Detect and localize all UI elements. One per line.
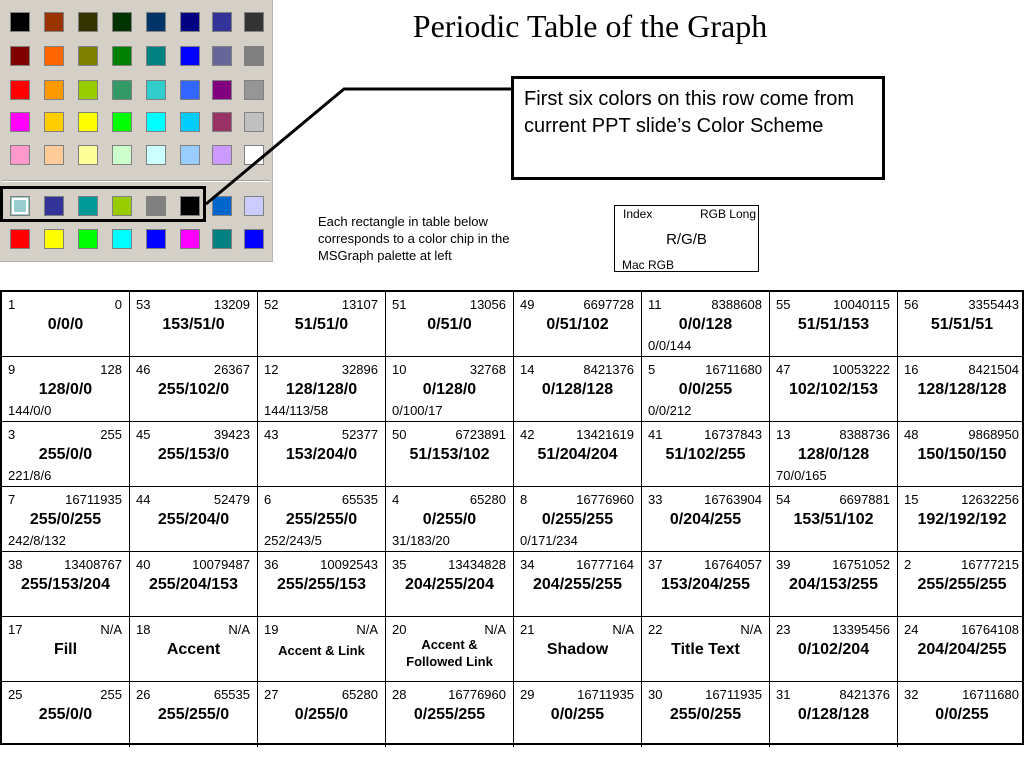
cell-rgb: 255/204/153 bbox=[149, 576, 238, 593]
color-chip[interactable] bbox=[112, 145, 132, 165]
cell-index: 52 bbox=[264, 297, 279, 312]
cell-rgb: 255/204/0 bbox=[157, 511, 230, 528]
cell-rgb-long: 8388608 bbox=[711, 297, 762, 312]
cell-rgb-long: 13209 bbox=[213, 297, 250, 312]
cell-rgb: 153/51/102 bbox=[793, 511, 874, 528]
cell-rgb: 51/51/153 bbox=[797, 316, 870, 333]
cell-mac-rgb: 0/0/212 bbox=[648, 403, 692, 418]
table-note: Each rectangle in table below corresponds to a color chip in the MSGraph palette at left bbox=[318, 214, 510, 263]
color-cell bbox=[2, 552, 130, 617]
cell-rgb-long: 52377 bbox=[341, 427, 378, 442]
cell-rgb: 0/0/255 bbox=[550, 706, 605, 723]
cell-rgb-long: 13408767 bbox=[64, 557, 122, 572]
cell-rgb: 255/255/0 bbox=[285, 511, 358, 528]
color-chip[interactable] bbox=[212, 12, 232, 32]
cell-index: 50 bbox=[392, 427, 407, 442]
cell-rgb: 0/204/255 bbox=[669, 511, 742, 528]
cell-rgb-long: 16711935 bbox=[705, 687, 762, 702]
cell-index: 36 bbox=[264, 557, 279, 572]
color-table bbox=[0, 290, 1024, 745]
cell-index: 22 bbox=[648, 622, 663, 637]
cell-rgb-long: 39423 bbox=[213, 427, 250, 442]
cell-index: 15 bbox=[904, 492, 919, 507]
cell-index: 54 bbox=[776, 492, 791, 507]
color-chip[interactable] bbox=[146, 229, 166, 249]
color-cell bbox=[386, 682, 514, 747]
cell-rgb-long: 10040115 bbox=[833, 297, 890, 312]
cell-rgb: 0/128/0 bbox=[422, 381, 477, 398]
cell-index: 45 bbox=[136, 427, 151, 442]
color-cell bbox=[386, 487, 514, 552]
cell-rgb: 153/204/255 bbox=[661, 576, 750, 593]
color-chip[interactable] bbox=[112, 12, 132, 32]
color-chip[interactable] bbox=[146, 145, 166, 165]
legend-rgb-label: R/G/B bbox=[666, 231, 707, 248]
cell-index: 2 bbox=[904, 557, 912, 572]
color-chip[interactable] bbox=[44, 229, 64, 249]
color-chip[interactable] bbox=[212, 145, 232, 165]
cell-rgb-long: 16764108 bbox=[961, 622, 1019, 637]
color-chip[interactable] bbox=[180, 46, 200, 66]
cell-index: 42 bbox=[520, 427, 535, 442]
cell-index: 40 bbox=[136, 557, 151, 572]
cell-rgb: 255/0/255 bbox=[29, 511, 102, 528]
color-cell bbox=[130, 357, 258, 422]
cell-rgb: 204/153/255 bbox=[789, 576, 878, 593]
color-cell bbox=[898, 487, 1024, 552]
cell-rgb: Accent & Followed Link bbox=[406, 637, 493, 669]
cell-index: 19 bbox=[264, 622, 279, 637]
cell-rgb: 192/192/192 bbox=[917, 511, 1007, 528]
cell-rgb: Accent & Link bbox=[278, 643, 365, 658]
cell-rgb: 51/204/204 bbox=[537, 446, 618, 463]
cell-rgb: 255/0/255 bbox=[669, 706, 742, 723]
cell-rgb-long: 255 bbox=[100, 687, 122, 702]
cell-rgb-long: 6697728 bbox=[583, 297, 634, 312]
cell-rgb-long: N/A bbox=[484, 622, 506, 637]
color-cell bbox=[386, 617, 514, 682]
cell-index: 31 bbox=[776, 687, 791, 702]
cell-rgb-long: 65280 bbox=[341, 687, 378, 702]
color-chip[interactable] bbox=[212, 46, 232, 66]
color-chip[interactable] bbox=[112, 112, 132, 132]
color-chip[interactable] bbox=[212, 196, 232, 216]
cell-rgb-long: 8421376 bbox=[839, 687, 890, 702]
cell-index: 46 bbox=[136, 362, 151, 377]
cell-rgb-long: 32768 bbox=[469, 362, 506, 377]
color-cell bbox=[642, 292, 770, 357]
cell-rgb-long: 255 bbox=[100, 427, 122, 442]
cell-rgb: 128/128/128 bbox=[917, 381, 1007, 398]
cell-index: 12 bbox=[264, 362, 279, 377]
cell-rgb: 255/255/255 bbox=[917, 576, 1007, 593]
color-cell bbox=[898, 682, 1024, 747]
cell-index: 20 bbox=[392, 622, 407, 637]
cell-rgb-long: 16751052 bbox=[832, 557, 890, 572]
color-cell bbox=[642, 487, 770, 552]
cell-index: 51 bbox=[392, 297, 407, 312]
cell-index: 18 bbox=[136, 622, 151, 637]
color-chip[interactable] bbox=[244, 12, 264, 32]
cell-rgb: 0/255/0 bbox=[294, 706, 349, 723]
cell-mac-rgb: 144/0/0 bbox=[8, 403, 52, 418]
color-chip[interactable] bbox=[10, 80, 30, 100]
cell-index: 21 bbox=[520, 622, 535, 637]
cell-mac-rgb: 252/243/5 bbox=[264, 533, 322, 548]
cell-rgb-long: 26367 bbox=[213, 362, 250, 377]
color-chip[interactable] bbox=[44, 112, 64, 132]
color-chip[interactable] bbox=[44, 12, 64, 32]
cell-mac-rgb: 0/0/144 bbox=[648, 338, 692, 353]
cell-index: 25 bbox=[8, 687, 23, 702]
scheme-row-highlight bbox=[0, 186, 206, 222]
cell-rgb-long: N/A bbox=[612, 622, 634, 637]
cell-rgb-long: 13421619 bbox=[576, 427, 634, 442]
cell-index: 1 bbox=[8, 297, 16, 312]
palette-separator bbox=[2, 180, 270, 182]
cell-rgb: Fill bbox=[53, 641, 78, 658]
color-chip[interactable] bbox=[112, 229, 132, 249]
cell-mac-rgb: 144/113/58 bbox=[264, 403, 329, 418]
color-chip[interactable] bbox=[44, 80, 64, 100]
cell-rgb: 128/128/0 bbox=[285, 381, 358, 398]
cell-index: 10 bbox=[392, 362, 407, 377]
color-chip[interactable] bbox=[244, 80, 264, 100]
cell-rgb-long: 13395456 bbox=[832, 622, 890, 637]
cell-rgb-long: 16776960 bbox=[448, 687, 506, 702]
cell-rgb-long: 10053222 bbox=[832, 362, 890, 377]
color-cell bbox=[386, 422, 514, 487]
cell-index: 16 bbox=[904, 362, 919, 377]
color-cell bbox=[2, 682, 130, 747]
color-chip[interactable] bbox=[10, 46, 30, 66]
cell-rgb: 0/51/0 bbox=[427, 316, 472, 333]
cell-index: 33 bbox=[648, 492, 663, 507]
cell-rgb: 0/0/0 bbox=[47, 316, 84, 333]
cell-rgb: 0/0/255 bbox=[935, 706, 989, 723]
cell-index: 48 bbox=[904, 427, 919, 442]
callout-box: First six colors on this row come from current PPT slide’s Color Scheme bbox=[511, 76, 885, 180]
cell-index: 23 bbox=[776, 622, 791, 637]
color-chip[interactable] bbox=[180, 12, 200, 32]
color-chip[interactable] bbox=[180, 229, 200, 249]
cell-index: 13 bbox=[776, 427, 791, 442]
cell-rgb-long: 13056 bbox=[469, 297, 506, 312]
cell-rgb-long: 0 bbox=[114, 297, 122, 312]
cell-rgb-long: 32896 bbox=[341, 362, 378, 377]
cell-index: 56 bbox=[904, 297, 919, 312]
color-chip[interactable] bbox=[180, 145, 200, 165]
cell-index: 27 bbox=[264, 687, 279, 702]
cell-index: 3 bbox=[8, 427, 16, 442]
color-chip[interactable] bbox=[112, 46, 132, 66]
legend-rgb-long-label: RGB Long bbox=[699, 207, 756, 221]
cell-index: 17 bbox=[8, 622, 23, 637]
color-chip[interactable] bbox=[212, 112, 232, 132]
color-cell bbox=[898, 617, 1024, 682]
color-chip[interactable] bbox=[10, 112, 30, 132]
cell-rgb: 0/255/0 bbox=[422, 511, 477, 528]
cell-rgb-long: 65280 bbox=[469, 492, 506, 507]
cell-rgb-long: 10092543 bbox=[320, 557, 378, 572]
legend-key bbox=[614, 205, 759, 272]
cell-rgb-long: 16777215 bbox=[961, 557, 1019, 572]
cell-rgb-long: 9868950 bbox=[968, 427, 1019, 442]
color-cell bbox=[2, 422, 130, 487]
cell-rgb-long: 16711935 bbox=[577, 687, 634, 702]
cell-rgb-long: 6697881 bbox=[839, 492, 890, 507]
cell-rgb: 128/0/0 bbox=[38, 381, 93, 398]
cell-index: 4 bbox=[392, 492, 400, 507]
cell-rgb-long: N/A bbox=[356, 622, 378, 637]
cell-rgb: Accent bbox=[166, 641, 221, 658]
color-chip[interactable] bbox=[78, 46, 98, 66]
cell-index: 29 bbox=[520, 687, 535, 702]
cell-mac-rgb: 31/183/20 bbox=[392, 533, 450, 548]
color-chip[interactable] bbox=[212, 80, 232, 100]
cell-rgb-long: 65535 bbox=[341, 492, 378, 507]
cell-rgb-long: 16737843 bbox=[704, 427, 762, 442]
cell-index: 14 bbox=[520, 362, 535, 377]
cell-index: 41 bbox=[648, 427, 663, 442]
color-chip[interactable] bbox=[146, 46, 166, 66]
cell-index: 55 bbox=[776, 297, 791, 312]
cell-rgb-long: 10079487 bbox=[192, 557, 250, 572]
cell-rgb: 0/128/128 bbox=[797, 706, 870, 723]
cell-rgb: 255/0/0 bbox=[38, 706, 93, 723]
color-cell bbox=[386, 552, 514, 617]
color-cell bbox=[770, 422, 898, 487]
color-cell bbox=[770, 357, 898, 422]
cell-rgb: 51/153/102 bbox=[409, 446, 490, 463]
color-cell bbox=[642, 357, 770, 422]
color-chip[interactable] bbox=[244, 229, 264, 249]
cell-rgb: 51/51/0 bbox=[294, 316, 349, 333]
cell-rgb: Title Text bbox=[671, 641, 740, 658]
color-cell bbox=[514, 682, 642, 747]
color-cell bbox=[130, 292, 258, 357]
msgraph-palette bbox=[0, 0, 273, 262]
cell-index: 24 bbox=[904, 622, 919, 637]
cell-rgb: 0/0/128 bbox=[678, 316, 733, 333]
color-cell bbox=[258, 487, 386, 552]
color-cell bbox=[898, 552, 1024, 617]
cell-mac-rgb: 70/0/165 bbox=[776, 468, 827, 483]
cell-rgb: 51/51/51 bbox=[930, 316, 994, 333]
cell-rgb: 0/0/255 bbox=[678, 381, 733, 398]
color-chip[interactable] bbox=[112, 80, 132, 100]
color-cell bbox=[2, 617, 130, 682]
color-cell bbox=[514, 292, 642, 357]
cell-rgb-long: N/A bbox=[740, 622, 762, 637]
cell-rgb-long: 16711935 bbox=[65, 492, 122, 507]
color-cell bbox=[130, 422, 258, 487]
cell-index: 34 bbox=[520, 557, 535, 572]
cell-rgb: 255/255/0 bbox=[157, 706, 230, 723]
cell-rgb-long: 12632256 bbox=[961, 492, 1019, 507]
palette-grid bbox=[0, 0, 273, 262]
cell-rgb-long: 65535 bbox=[213, 687, 250, 702]
color-cell bbox=[770, 552, 898, 617]
color-chip[interactable] bbox=[78, 80, 98, 100]
cell-rgb-long: 13434828 bbox=[448, 557, 506, 572]
color-chip[interactable] bbox=[146, 12, 166, 32]
cell-index: 7 bbox=[8, 492, 16, 507]
color-cell bbox=[258, 617, 386, 682]
legend-mac-rgb-label: Mac RGB bbox=[622, 258, 675, 272]
cell-rgb: 0/102/204 bbox=[797, 641, 870, 658]
cell-rgb-long: 13107 bbox=[341, 297, 378, 312]
cell-rgb-long: 16711680 bbox=[705, 362, 762, 377]
cell-index: 35 bbox=[392, 557, 407, 572]
cell-rgb-long: 52479 bbox=[213, 492, 250, 507]
color-chip[interactable] bbox=[78, 145, 98, 165]
cell-rgb: 204/204/255 bbox=[917, 641, 1007, 658]
page-title: Periodic Table of the Graph bbox=[412, 8, 768, 44]
color-cell bbox=[386, 357, 514, 422]
cell-rgb-long: N/A bbox=[100, 622, 122, 637]
color-cell bbox=[258, 292, 386, 357]
cell-index: 44 bbox=[136, 492, 151, 507]
color-chip[interactable] bbox=[44, 46, 64, 66]
color-cell bbox=[514, 617, 642, 682]
cell-rgb: 0/128/128 bbox=[541, 381, 614, 398]
color-chip[interactable] bbox=[244, 145, 264, 165]
color-cell bbox=[770, 487, 898, 552]
cell-rgb: 51/102/255 bbox=[665, 446, 746, 463]
cell-rgb: Shadow bbox=[546, 641, 609, 658]
color-cell bbox=[386, 292, 514, 357]
color-chip[interactable] bbox=[244, 46, 264, 66]
cell-rgb: 150/150/150 bbox=[917, 446, 1007, 463]
cell-index: 26 bbox=[136, 687, 151, 702]
color-cell bbox=[258, 357, 386, 422]
cell-rgb: 204/255/204 bbox=[405, 576, 494, 593]
cell-rgb: 0/255/255 bbox=[413, 706, 486, 723]
color-chip[interactable] bbox=[10, 229, 30, 249]
legend-index-label: Index bbox=[623, 207, 653, 221]
color-chip[interactable] bbox=[78, 229, 98, 249]
color-chip[interactable] bbox=[180, 80, 200, 100]
cell-index: 8 bbox=[520, 492, 528, 507]
cell-rgb: 0/255/255 bbox=[541, 511, 614, 528]
cell-rgb: 153/51/0 bbox=[162, 316, 225, 333]
cell-index: 43 bbox=[264, 427, 279, 442]
color-cell bbox=[514, 552, 642, 617]
cell-rgb-long: 6723891 bbox=[455, 427, 506, 442]
color-chip[interactable] bbox=[10, 12, 30, 32]
color-cell bbox=[770, 682, 898, 747]
cell-mac-rgb: 0/100/17 bbox=[392, 403, 443, 418]
cell-rgb-long: 8421376 bbox=[583, 362, 634, 377]
color-chip[interactable] bbox=[10, 145, 30, 165]
cell-mac-rgb: 0/171/234 bbox=[520, 533, 578, 548]
cell-rgb: 255/255/153 bbox=[277, 576, 366, 593]
color-cell bbox=[642, 682, 770, 747]
color-cell bbox=[2, 487, 130, 552]
cell-index: 11 bbox=[648, 297, 662, 312]
color-cell bbox=[258, 682, 386, 747]
cell-rgb: 0/51/102 bbox=[546, 316, 609, 333]
cell-index: 38 bbox=[8, 557, 23, 572]
color-cell bbox=[130, 487, 258, 552]
cell-rgb-long: 8421504 bbox=[968, 362, 1019, 377]
color-cell bbox=[514, 422, 642, 487]
color-cell bbox=[514, 357, 642, 422]
cell-index: 32 bbox=[904, 687, 919, 702]
cell-rgb-long: 16711680 bbox=[962, 687, 1019, 702]
cell-rgb-long: 16777164 bbox=[576, 557, 634, 572]
color-cell bbox=[898, 292, 1024, 357]
cell-index: 39 bbox=[776, 557, 791, 572]
color-cell bbox=[514, 487, 642, 552]
cell-rgb-long: 16763904 bbox=[704, 492, 762, 507]
color-chip[interactable] bbox=[244, 196, 264, 216]
cell-index: 49 bbox=[520, 297, 535, 312]
color-cell bbox=[898, 357, 1024, 422]
cell-rgb: 153/204/0 bbox=[285, 446, 358, 463]
color-cell bbox=[770, 617, 898, 682]
cell-rgb: 255/153/0 bbox=[157, 446, 230, 463]
color-cell bbox=[130, 552, 258, 617]
color-chip[interactable] bbox=[244, 112, 264, 132]
cell-rgb-long: N/A bbox=[228, 622, 250, 637]
color-chip[interactable] bbox=[146, 80, 166, 100]
cell-index: 53 bbox=[136, 297, 151, 312]
color-cell bbox=[770, 292, 898, 357]
color-chip[interactable] bbox=[146, 112, 166, 132]
cell-rgb: 255/153/204 bbox=[21, 576, 110, 593]
color-cell bbox=[642, 552, 770, 617]
cell-index: 47 bbox=[776, 362, 791, 377]
cell-index: 28 bbox=[392, 687, 407, 702]
color-cell bbox=[2, 292, 130, 357]
cell-index: 30 bbox=[648, 687, 663, 702]
color-cell bbox=[258, 552, 386, 617]
color-cell bbox=[898, 422, 1024, 487]
cell-rgb-long: 16764057 bbox=[704, 557, 762, 572]
color-chip[interactable] bbox=[180, 112, 200, 132]
cell-index: 5 bbox=[648, 362, 656, 377]
cell-rgb: 128/0/128 bbox=[797, 446, 870, 463]
color-chip[interactable] bbox=[78, 112, 98, 132]
color-chip[interactable] bbox=[78, 12, 98, 32]
cell-rgb: 255/102/0 bbox=[157, 381, 230, 398]
cell-rgb-long: 8388736 bbox=[839, 427, 890, 442]
color-cell bbox=[130, 617, 258, 682]
color-cell bbox=[130, 682, 258, 747]
cell-rgb-long: 3355443 bbox=[968, 297, 1019, 312]
cell-index: 6 bbox=[264, 492, 272, 507]
cell-rgb: 102/102/153 bbox=[789, 381, 878, 398]
cell-rgb-long: 16776960 bbox=[576, 492, 634, 507]
color-cell bbox=[2, 357, 130, 422]
color-cell bbox=[258, 422, 386, 487]
cell-mac-rgb: 221/8/6 bbox=[8, 468, 52, 483]
cell-rgb: 204/255/255 bbox=[533, 576, 622, 593]
color-cell bbox=[642, 617, 770, 682]
color-chip[interactable] bbox=[44, 145, 64, 165]
cell-index: 9 bbox=[8, 362, 16, 377]
cell-mac-rgb: 242/8/132 bbox=[8, 533, 66, 548]
color-cell bbox=[642, 422, 770, 487]
cell-rgb: 255/0/0 bbox=[38, 446, 93, 463]
color-chip[interactable] bbox=[212, 229, 232, 249]
cell-rgb-long: 128 bbox=[100, 362, 122, 377]
cell-index: 37 bbox=[648, 557, 663, 572]
